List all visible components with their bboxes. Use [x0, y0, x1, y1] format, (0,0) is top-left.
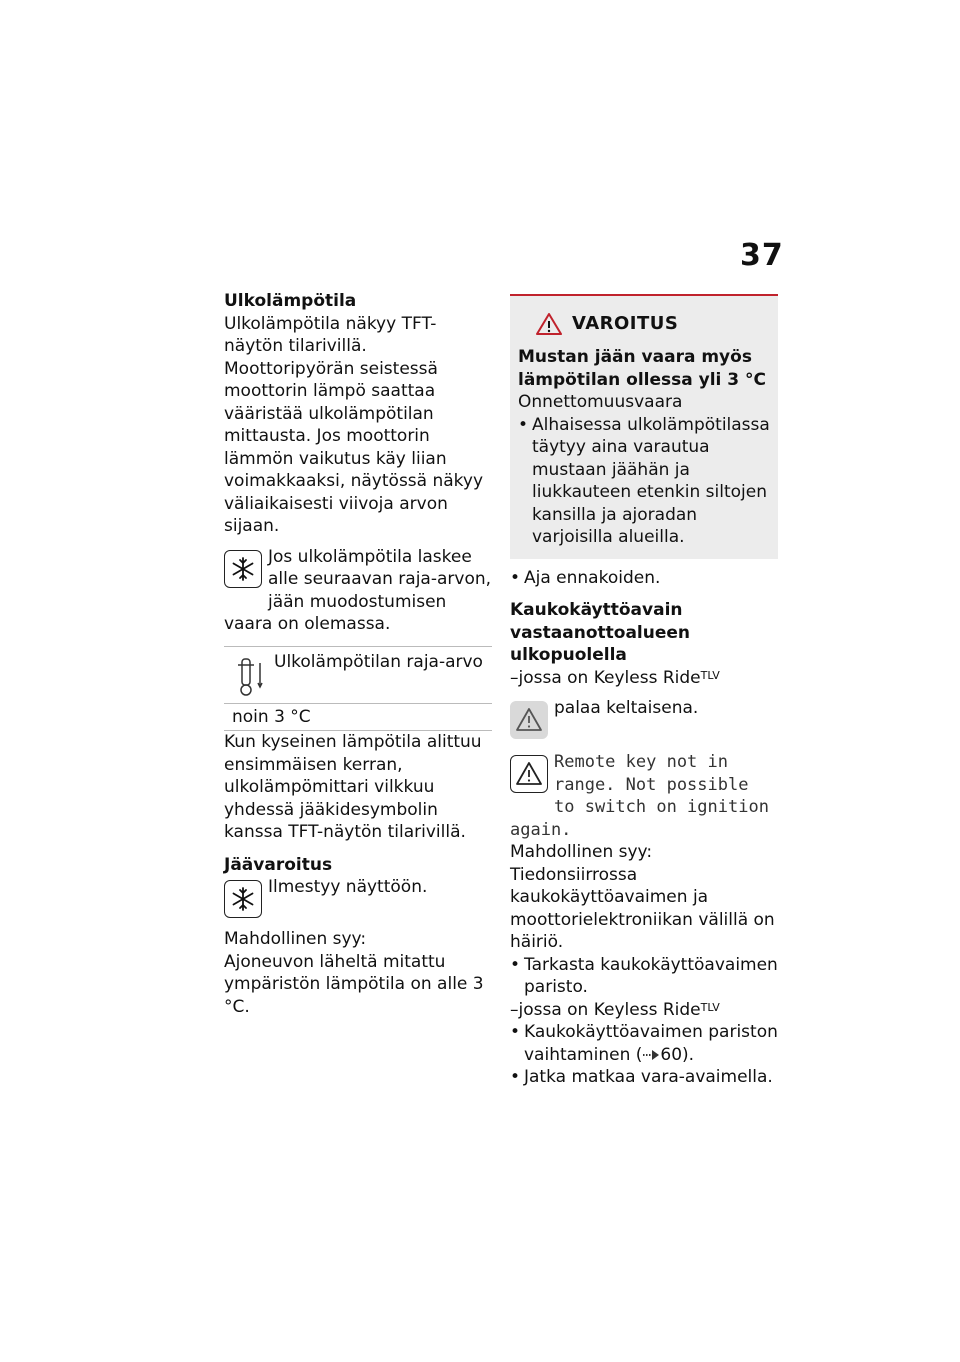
threshold-table-header [224, 647, 492, 703]
threshold-table-value: noin 3 °C [224, 703, 492, 731]
frost-warning-text: Jos ulkolämpötila laskee alle seuraavan raja-arvon, jään muodostumisen vaara on olemassa. [224, 546, 492, 634]
ice-cause-label: Mahdollinen syy: [224, 929, 367, 949]
remote-cause-text: Tiedonsiirrossa kaukokäyttöavaimen ja moottorielektroniikan välillä on häiriö. [510, 864, 775, 952]
warning-title-row [536, 312, 770, 336]
display-message-text: Remote key not in range. Not possible to switch on ignition again. [510, 752, 769, 840]
left-column [224, 290, 492, 1018]
ice-warning-row [224, 876, 492, 922]
warning-bullet: • Alhaisessa ulkolämpötilassa täytyy aina varautua mustaan jäähän ja liukkauteen etenkin siltojen kansilla ja ajoradan varjoisilla alueilla. [518, 414, 770, 549]
snowflake-icon [224, 880, 262, 918]
threshold-table-title: Ulkolämpötilan raja-arvo [274, 651, 483, 672]
page-reference-arrow-icon [642, 1049, 660, 1061]
section-heading-remote-key: Kaukokäyttöavain vastaanottoalueen ulkopuolella [510, 600, 691, 665]
yellow-warning-row [510, 697, 778, 743]
section-heading-outside-temperature: Ulkolämpötila [224, 291, 357, 311]
warning-triangle-icon [536, 312, 562, 336]
warning-title: VAROITUS [572, 312, 679, 334]
yellow-warning-text: palaa keltaisena. [554, 698, 699, 718]
display-message-row [510, 751, 778, 841]
warning-subheading: Onnettomuusvaara [518, 392, 683, 412]
warning-triangle-icon [510, 755, 548, 793]
ice-cause-text: Ajoneuvon läheltä mitattu ympäristön lämpötila on alle 3 °C. [224, 951, 484, 1017]
snowflake-icon [224, 550, 262, 588]
page-number: 37 [740, 238, 784, 273]
right-column [510, 294, 778, 1089]
paragraph-blinking: Kun kyseinen lämpötila alittuu ensimmäisen kerran, ulkolämpömittari vilkkuu yhdessä jääkidesymbolin kanssa TFT-näytön tilarivillä. [224, 732, 482, 842]
variant-keyless-ride-2: –jossa on Keyless Ride$^{TLV}$ [510, 999, 720, 1020]
paragraph-engine-heat: Moottoripyörän seistessä moottorin lämpö saattaa vääristää ulkolämpötilan mittausta. Jos moottorin lämmön vaikutus käy liian voimakkaaksi, näytössä näkyy väliaikaisesti viivoja arvon sijaan. [224, 358, 484, 536]
paragraph-tft-status: Ulkolämpötila näkyy TFT-näytön tilarivillä. [224, 313, 437, 356]
bullet-check-battery: • Tarkasta kaukokäyttöavaimen paristo. [510, 954, 778, 999]
remote-cause-label: Mahdollinen syy: [510, 842, 653, 862]
warning-box [510, 294, 778, 559]
warning-heading: Mustan jään vaara myös lämpötilan ollessa yli 3 °C [518, 347, 767, 390]
frost-warning-row [224, 546, 492, 636]
threshold-table [224, 646, 492, 732]
thermometer-icon [232, 653, 268, 697]
variant-keyless-ride-1: –jossa on Keyless Ride$^{TLV}$ [510, 667, 720, 688]
bullet-use-spare-key: • Jatka matkaa vara-avaimella. [510, 1066, 778, 1089]
warning-triangle-icon [510, 701, 548, 739]
bullet-replace-battery: • Kaukokäyttöavaimen pariston vaihtaminen ( 60). [510, 1021, 778, 1066]
section-heading-ice-warning: Jäävaroitus [224, 854, 333, 875]
ice-warning-text: Ilmestyy näyttöön. [268, 877, 428, 897]
bullet-drive-carefully: • Aja ennakoiden. [510, 567, 778, 590]
